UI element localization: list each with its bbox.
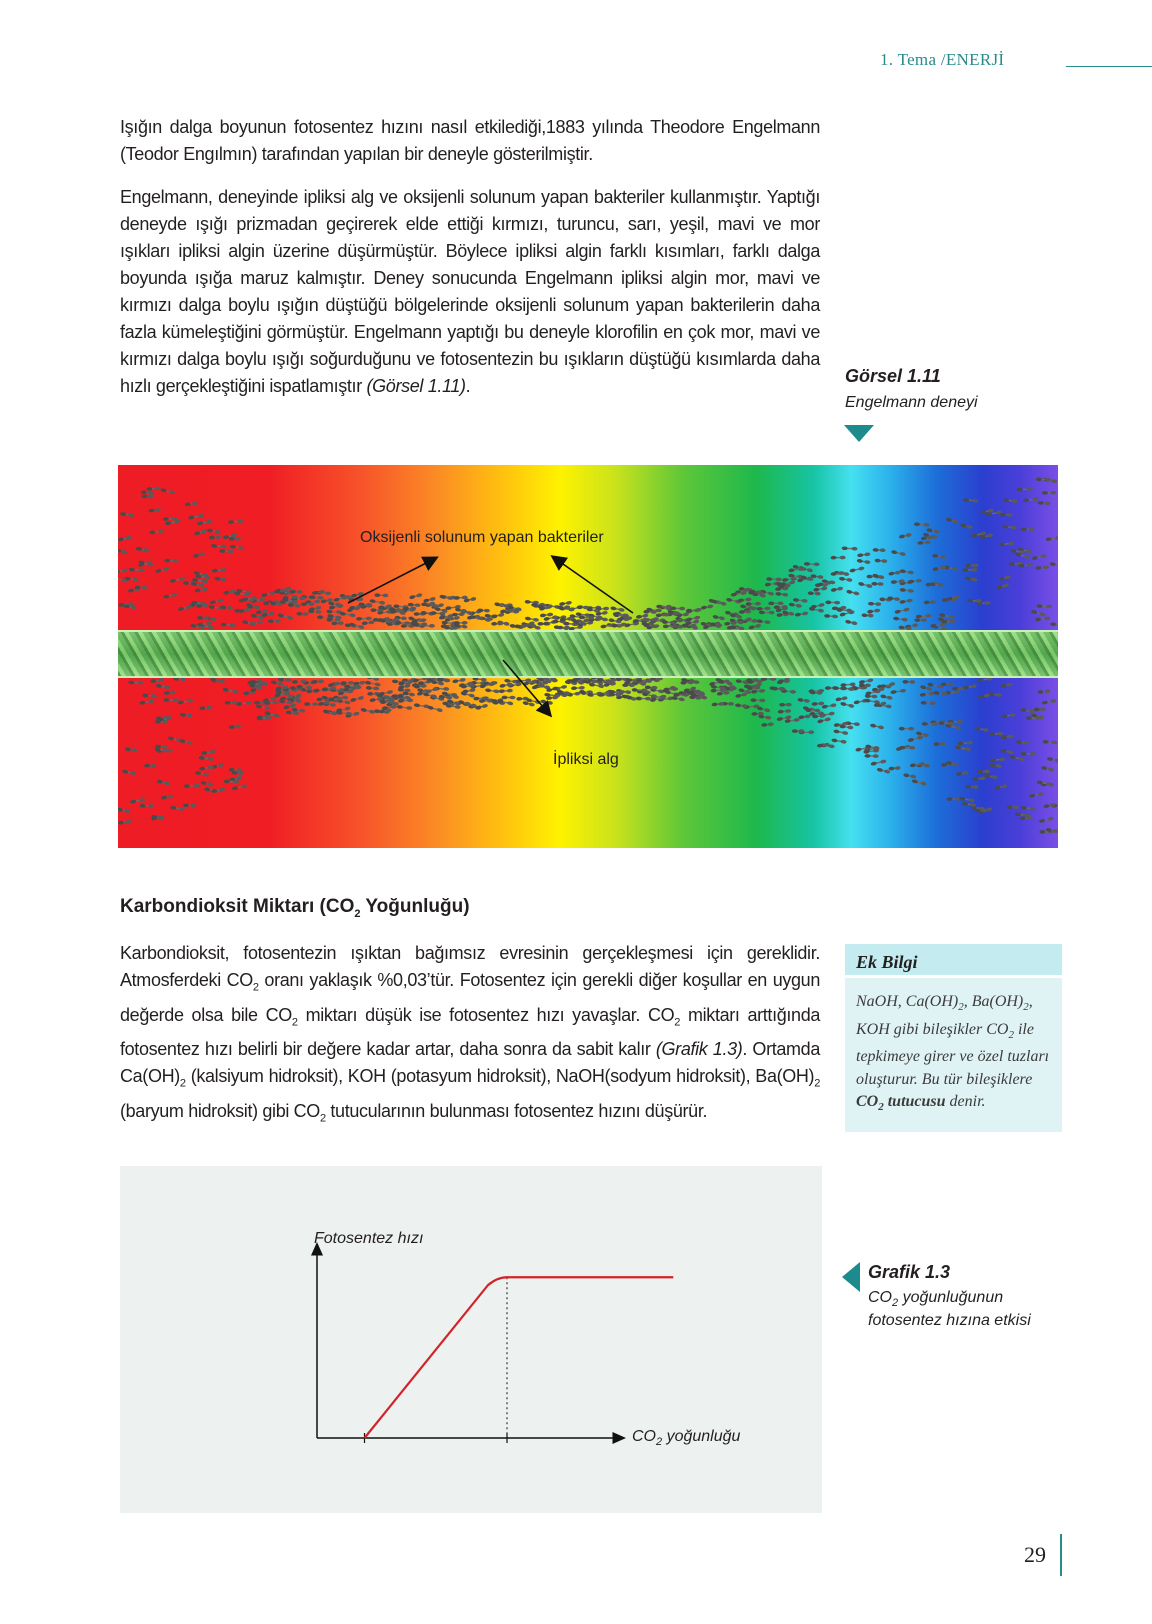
subscript: 2 [1008, 1028, 1014, 1041]
graph-reference[interactable]: (Grafik 1.3) [655, 1039, 743, 1060]
co2-chart [120, 1166, 822, 1513]
co2-tutucusu-term [856, 1093, 946, 1114]
subscript: 2 [1023, 1001, 1029, 1014]
co2-text: miktarı arttığında fotosentez hızı belirli bir değere kadar artar, daha sonra da sabit kalır [120, 1004, 821, 1060]
subscript: 2 [878, 1101, 884, 1114]
caption-text: yoğunluğunun [898, 1289, 1004, 1306]
x-axis-label-prefix: CO [632, 1428, 656, 1445]
engelmann-figure [118, 465, 1058, 848]
intro-paragraph: Işığın dalga boyunun fotosentez hızını nasıl etkilediği,1883 yılında Theodore Engelmann (Teodor Engılmın) tarafından yapılan bir deneyle gösterilmiştir. [120, 117, 820, 164]
info-text: , Ba(OH) [963, 993, 1024, 1010]
y-axis-label: Fotosentez hızı [314, 1230, 424, 1247]
section-title-subscript: 2 [354, 907, 361, 920]
caption-pointer-left-icon [842, 1262, 860, 1292]
experiment-paragraph-text: Engelmann, deneyinde ipliksi alg ve oksijenli solunum yapan bakteriler kullanmıştır. Yaptığı deneyde ışığı prizmadan geçirerek elde ettiği kırmızı, turuncu, sarı, yeşil, mavi ve mor ışıkları ipliksi algin üzerine düşürmüştür. Böylece ipliksi algin farklı kısımları, farklı dalga boyunda ışığa maruz kalmıştır. Deney sonucunda Engelmann ipliksi algin mor, mavi ve kırmızı dalga boylu ışığın düştüğü bölgelerinde oksijenli solunum yapan bakterilerin daha fazla kümeleştiğini görmüştür. Engelmann yaptığı bu deneyle klorofilin en çok mor, mavi ve kırmızı dalga boylu ışığı soğurduğunu ve fotosentezin bu ışıkların düştüğü kısımlarda daha hızlı gerçekleştiğini ispatlamıştır [120, 187, 820, 396]
co2-text: (baryum hidroksit) gibi CO [120, 1100, 320, 1121]
info-box-title: Ek Bilgi [856, 952, 918, 972]
figure-reference[interactable]: (Görsel 1.11) [366, 376, 466, 396]
subscript: 2 [319, 1112, 326, 1125]
graph-panel [120, 1166, 822, 1513]
paragraph-end: . [465, 376, 471, 396]
figure-arrows [118, 465, 1058, 848]
label-bacteria: Oksijenli solunum yapan bakteriler [360, 529, 604, 546]
figure-caption-title: Görsel 1.11 [845, 366, 941, 386]
arrow-bacteria-left [348, 558, 436, 603]
subscript: 2 [291, 1016, 298, 1029]
co2-text: (kalsiyum hidroksit), KOH (potasyum hidroksit), NaOH(sodyum hidroksit), Ba(OH) [185, 1066, 815, 1087]
section-title-suffix: Yoğunluğu) [360, 896, 470, 917]
caption-text: CO [868, 1289, 892, 1306]
co2-paragraph [120, 940, 820, 1132]
subscript: 2 [656, 1436, 663, 1449]
graph-caption-subtitle-line2: fotosentez hızına etkisi [868, 1312, 1031, 1329]
info-text: NaOH, Ca(OH) [856, 993, 959, 1010]
section-title [120, 896, 470, 920]
info-box-body [856, 991, 1056, 1119]
chapter-header: 1. Tema /ENERJİ [880, 50, 1005, 69]
header-rule [1066, 66, 1152, 67]
graph-caption-subtitle [868, 1289, 1003, 1309]
caption-pointer-down-icon [844, 425, 874, 442]
subscript: 2 [814, 1077, 820, 1090]
subscript: 2 [674, 1016, 681, 1029]
page-number-bar [1060, 1534, 1062, 1576]
co2-text: . Ortamda Ca(OH) [120, 1039, 820, 1087]
label-alga: İpliksi alg [553, 751, 619, 768]
subscript: 2 [252, 981, 259, 994]
info-box-header [845, 944, 1062, 978]
arrow-alga [503, 660, 550, 715]
arrow-bacteria-right [553, 557, 633, 613]
co2-text: oranı yaklaşık %0,03’tür. Fotosentez için gerekli diğer koşullar en uygun değerde olsa bile CO [120, 970, 820, 1025]
co2-text: Karbondioksit, fotosentezin ışıktan bağımsız evresinin gerçekleşmesi için gereklidir. Atmosferdeki CO [120, 943, 820, 990]
info-text: , KOH gibi bileşikler CO [856, 993, 1033, 1038]
page-number: 29 [1024, 1542, 1046, 1567]
co2-text: miktarı düşük ise fotosentez hızı yavaşlar. CO [297, 1004, 675, 1025]
section-title-prefix: Karbondioksit Miktarı (CO [120, 896, 355, 917]
info-text: denir. [945, 1093, 986, 1111]
x-axis-label-suffix: yoğunluğu [662, 1428, 741, 1445]
info-box [845, 944, 1062, 1132]
term-text: tutucusu [883, 1093, 946, 1111]
term-text: CO [856, 1093, 879, 1111]
graph-caption-title: Grafik 1.3 [868, 1262, 951, 1282]
info-text: ile tepkimeye girer ve özel tuzları oluşturur. Bu tür bileşiklere [856, 1020, 1050, 1088]
figure-caption-subtitle: Engelmann deneyi [845, 394, 978, 411]
photosynthesis-rate-line [365, 1277, 674, 1438]
subscript: 2 [958, 1001, 964, 1014]
co2-text: tutucularının bulunması fotosentez hızını düşürür. [325, 1100, 708, 1121]
subscript: 2 [892, 1297, 899, 1310]
x-axis-label [632, 1428, 740, 1448]
experiment-paragraph [120, 184, 820, 400]
subscript: 2 [179, 1077, 186, 1090]
